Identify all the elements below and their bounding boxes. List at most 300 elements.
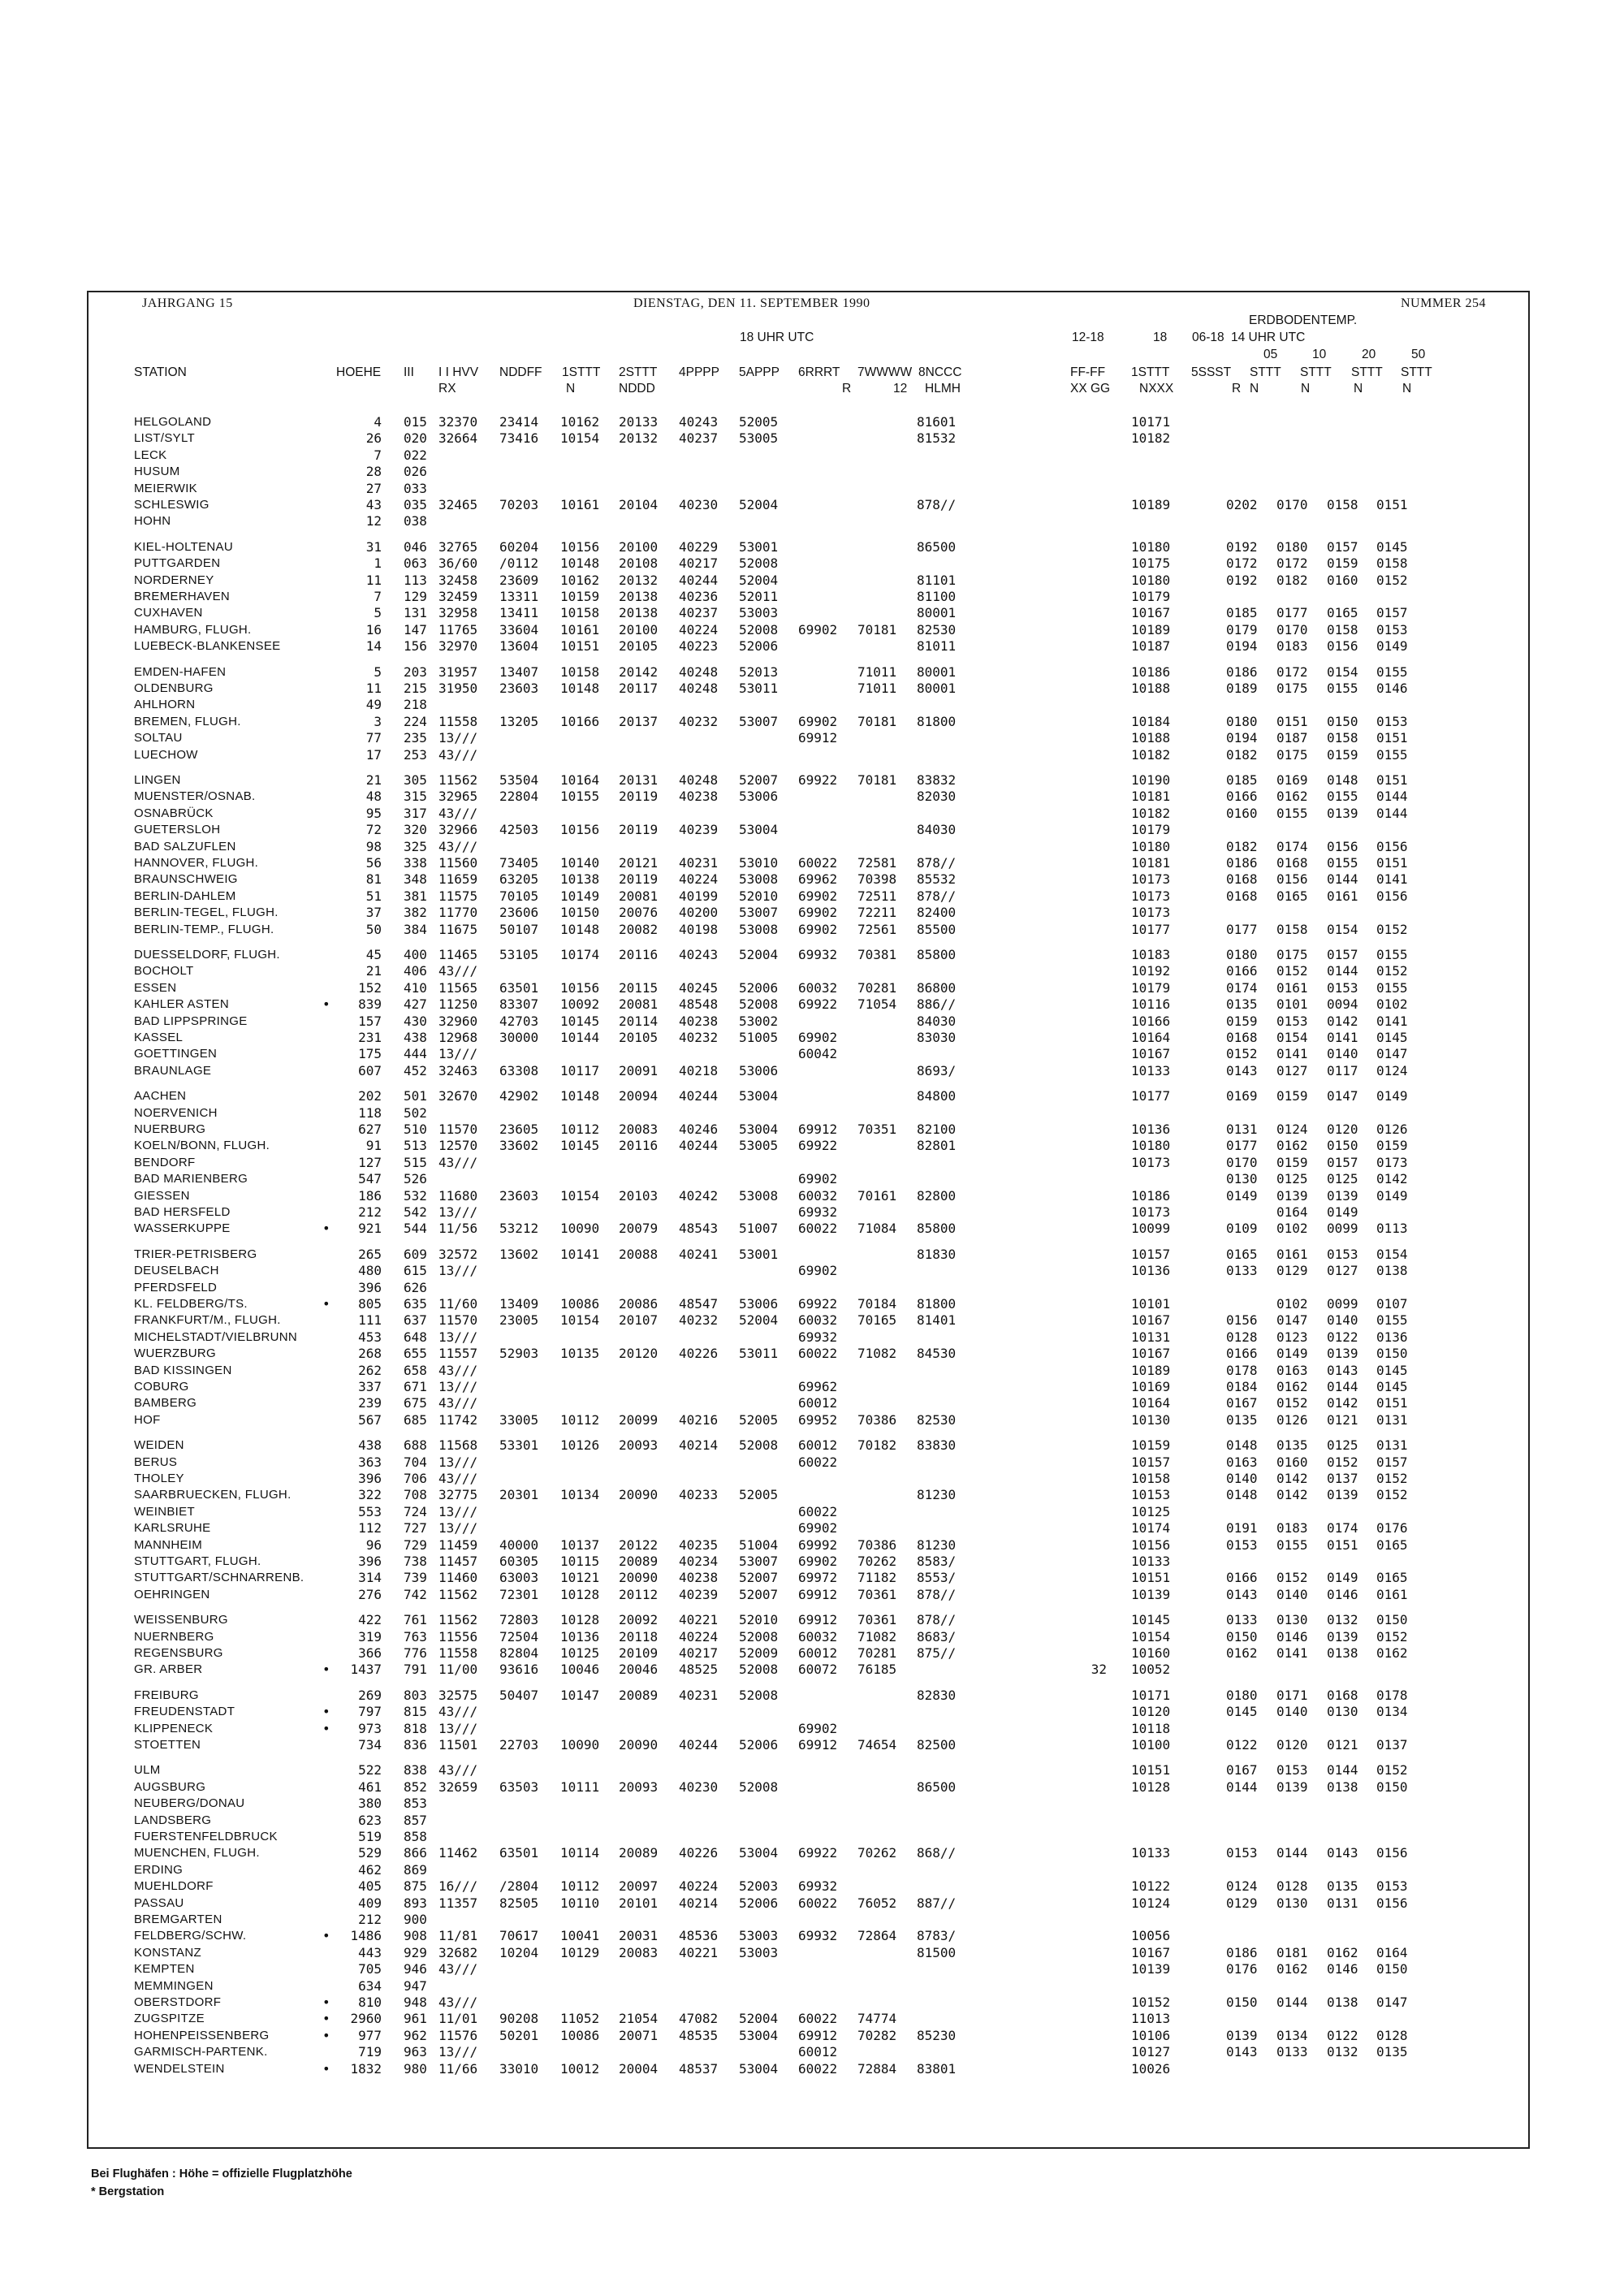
soil-temp-value: 0152 — [1276, 1395, 1308, 1411]
synop-group: 40230 — [679, 1779, 719, 1795]
synop-group: 52011 — [739, 589, 779, 604]
soil-temp-value: 0138 — [1376, 1263, 1408, 1279]
synop-group: 878// — [917, 497, 957, 512]
station-height: 11 — [365, 572, 382, 588]
synop-group: 30000 — [499, 1030, 539, 1045]
synop-group: 43/// — [438, 1762, 478, 1779]
station-id: 671 — [404, 1379, 427, 1394]
soil-temp-value: 0164 — [1276, 1204, 1308, 1220]
synop-group: 20100 — [619, 538, 659, 555]
group-5ssst-r: R — [1232, 382, 1242, 395]
station-id: 688 — [404, 1437, 427, 1454]
synop-group: 69932 — [798, 1928, 838, 1944]
synop-group: 43/// — [438, 1961, 478, 1977]
issue-number: NUMMER 254 — [1401, 296, 1487, 310]
station-name: MEIERWIK — [134, 481, 197, 495]
depth-20: 20 — [1362, 348, 1376, 361]
soil-temp-value: 0152 — [1376, 921, 1408, 937]
synop-group: 11742 — [438, 1411, 478, 1428]
synop-group: 40244 — [679, 1138, 719, 1154]
station-height: 2960 — [350, 2011, 382, 2027]
table-row — [0, 1796, 1624, 1812]
synop-group: 70398 — [857, 871, 897, 888]
synop-group: 20142 — [619, 663, 659, 680]
station-name: BREMEN, FLUGH. — [134, 714, 241, 728]
synop-group: 20071 — [619, 2027, 659, 2043]
footnote-mountain-station: * Bergstation — [91, 2185, 165, 2198]
max-temp-group: 10128 — [1131, 1779, 1171, 1795]
soil-temp-value: 0191 — [1226, 1520, 1258, 1536]
station-id: 838 — [404, 1762, 427, 1779]
synop-group: 70351 — [857, 1122, 897, 1137]
synop-group: 20089 — [619, 1554, 659, 1569]
synop-group: 40221 — [679, 1944, 719, 1960]
table-row — [0, 1487, 1624, 1503]
table-row — [0, 1688, 1624, 1704]
soil-temp-value: 0131 — [1376, 1411, 1408, 1428]
station-name: OSNABRÜCK — [134, 806, 214, 820]
soil-temp-value: 0151 — [1376, 497, 1408, 512]
soil-temp-value: 0142 — [1327, 1395, 1358, 1411]
soil-temp-value: 0169 — [1276, 772, 1308, 788]
synop-group: 20079 — [619, 1221, 659, 1237]
soil-temp-value: 0162 — [1276, 789, 1308, 805]
soil-temp-value: 0122 — [1327, 1329, 1358, 1345]
station-name: FREIBURG — [134, 1688, 199, 1702]
synop-group: 52010 — [739, 888, 779, 904]
synop-group: 80001 — [917, 605, 957, 621]
station-name: DEUSELBACH — [134, 1264, 219, 1278]
synop-group: 22804 — [499, 789, 539, 805]
synop-group: 53301 — [499, 1437, 539, 1454]
soil-temp-value: 0155 — [1376, 947, 1408, 962]
table-row — [0, 1878, 1624, 1895]
station-id: 727 — [404, 1520, 427, 1536]
synop-group: 52006 — [739, 1895, 779, 1911]
soil-temp-value: 0152 — [1376, 1628, 1408, 1645]
station-id: 542 — [404, 1204, 427, 1220]
synop-group: 20086 — [619, 1296, 659, 1312]
table-row — [0, 1088, 1624, 1104]
soil-temp-value: 0145 — [1376, 1379, 1408, 1394]
synop-group: 10134 — [560, 1487, 600, 1503]
synop-group: 32670 — [438, 1088, 478, 1104]
soil-temp-value: 0139 — [1276, 1779, 1308, 1795]
soil-temp-value: 0156 — [1376, 888, 1408, 904]
soil-temp-value: 0155 — [1327, 789, 1358, 805]
table-row — [0, 664, 1624, 681]
soil-temp-value: 0129 — [1226, 1895, 1258, 1911]
synop-group: 85532 — [917, 871, 957, 888]
synop-group: 43/// — [438, 1395, 478, 1411]
soil-temp-value: 0163 — [1226, 1454, 1258, 1470]
synop-group: 53006 — [739, 1296, 779, 1312]
soil-temp-value: 0176 — [1376, 1520, 1408, 1536]
synop-group: 10092 — [560, 996, 600, 1013]
soil-temp-value: 0185 — [1226, 605, 1258, 621]
station-name: FUERSTENFELDBRUCK — [134, 1830, 278, 1843]
synop-group: 10125 — [560, 1645, 600, 1661]
soil-temp-value: 0180 — [1276, 538, 1308, 555]
synop-group: 40239 — [679, 822, 719, 838]
synop-group: 70161 — [857, 1187, 897, 1204]
station-id: 427 — [404, 996, 427, 1013]
synop-group: 20105 — [619, 1030, 659, 1045]
synop-group: 23005 — [499, 1312, 539, 1329]
synop-group: 43/// — [438, 1704, 478, 1720]
soil-temp-value: 0139 — [1226, 2027, 1258, 2043]
max-temp-group: 10187 — [1131, 638, 1171, 655]
station-name: WEISSENBURG — [134, 1613, 228, 1627]
synop-group: 20301 — [499, 1487, 539, 1503]
station-height: 96 — [365, 1536, 382, 1553]
table-row — [0, 905, 1624, 921]
max-temp-group: 10173 — [1131, 905, 1171, 921]
soil-temp-value: 0150 — [1226, 1995, 1258, 2010]
station-id: 502 — [404, 1104, 427, 1121]
synop-group: 51007 — [739, 1221, 779, 1237]
table-row — [0, 1030, 1624, 1046]
synop-group: 10148 — [560, 921, 600, 937]
table-row — [0, 1645, 1624, 1662]
synop-group: 70386 — [857, 1411, 897, 1428]
soil-temp-value: 0146 — [1327, 1586, 1358, 1602]
station-id: 430 — [404, 1013, 427, 1029]
station-height: 51 — [365, 888, 382, 904]
gust-value: 32 — [1091, 1662, 1107, 1678]
max-temp-group: 10151 — [1131, 1762, 1171, 1779]
synop-group: 53004 — [739, 1088, 779, 1104]
station-name: GIESSEN — [134, 1188, 190, 1203]
synop-group: 69912 — [798, 1612, 838, 1628]
station-id: 853 — [404, 1796, 427, 1812]
station-id: 875 — [404, 1878, 427, 1895]
soil-temp-value: 0151 — [1376, 1395, 1408, 1411]
station-name: KL. FELDBERG/TS. — [134, 1297, 248, 1311]
synop-group: 40218 — [679, 1062, 719, 1078]
synop-group: 40241 — [679, 1246, 719, 1262]
synop-group: 53007 — [739, 713, 779, 729]
synop-group: 70203 — [499, 497, 539, 512]
synop-group: 11/00 — [438, 1662, 478, 1678]
synop-group: 23605 — [499, 1122, 539, 1137]
table-row — [0, 888, 1624, 905]
synop-group: 11565 — [438, 979, 478, 996]
synop-group: 69912 — [798, 2027, 838, 2043]
station-height: 98 — [365, 838, 382, 854]
soil-temp-value: 0153 — [1376, 1878, 1408, 1895]
station-name: BERLIN-TEMP., FLUGH. — [134, 922, 274, 936]
synop-group: 40239 — [679, 1586, 719, 1602]
soil-temp-value: 0144 — [1376, 805, 1408, 821]
table-row — [0, 1046, 1624, 1062]
station-id: 963 — [404, 2044, 427, 2060]
station-height: 81 — [365, 871, 382, 888]
soil-temp-value: 0173 — [1376, 1154, 1408, 1170]
station-height: 118 — [358, 1104, 382, 1121]
max-temp-group: 10174 — [1131, 1520, 1171, 1536]
synop-group: 10138 — [560, 871, 600, 888]
soil-temp-value: 0186 — [1226, 855, 1258, 871]
synop-group: 76185 — [857, 1662, 897, 1678]
soil-temp-value: 0170 — [1276, 497, 1308, 512]
station-name: BAD HERSFELD — [134, 1205, 231, 1219]
max-temp-group: 10192 — [1131, 963, 1171, 979]
soil-temp-value: 0158 — [1327, 730, 1358, 746]
soil-temp-value: 0192 — [1226, 572, 1258, 588]
synop-group: 82530 — [917, 1411, 957, 1428]
station-name: ZUGSPITZE — [134, 2012, 205, 2026]
station-height: 31 — [365, 538, 382, 555]
synop-group: 63205 — [499, 871, 539, 888]
synop-group: 32458 — [438, 572, 478, 588]
group-s1sttt-nxxx: NXXX — [1139, 382, 1174, 395]
max-temp-group: 10145 — [1131, 1612, 1171, 1628]
soil-temp-value: 0172 — [1226, 555, 1258, 572]
synop-group: 70617 — [499, 1928, 539, 1944]
synop-group: 36/60 — [438, 555, 478, 572]
synop-group: 40229 — [679, 538, 719, 555]
station-id: 444 — [404, 1046, 427, 1062]
synop-group: 10156 — [560, 979, 600, 996]
synop-group: 40231 — [679, 855, 719, 871]
max-temp-group: 10179 — [1131, 589, 1171, 604]
height-header: HOEHE — [336, 365, 382, 379]
soil-temp-value: 0151 — [1376, 730, 1408, 746]
station-id: 893 — [404, 1895, 427, 1911]
synop-group: 10090 — [560, 1221, 600, 1237]
soil-temp-value: 0159 — [1276, 1154, 1308, 1170]
synop-group: 40231 — [679, 1687, 719, 1703]
synop-group: 11765 — [438, 621, 478, 638]
station-height: 95 — [365, 805, 382, 821]
station-id: 015 — [404, 414, 427, 430]
synop-group: 23414 — [499, 414, 539, 430]
soil-temp-value: 0174 — [1276, 838, 1308, 854]
mountain-station-marker: • — [322, 1995, 330, 2010]
utc18-heading: 18 UHR UTC — [740, 331, 814, 344]
synop-group: 10112 — [560, 1878, 600, 1895]
station-height: 3 — [374, 713, 382, 729]
max-temp-group: 10181 — [1131, 789, 1171, 805]
table-row — [0, 1296, 1624, 1312]
synop-group: 69902 — [798, 1030, 838, 1045]
station-height: 453 — [358, 1329, 382, 1345]
synop-group: 40226 — [679, 1346, 719, 1362]
soil-temp-value: 0127 — [1276, 1062, 1308, 1078]
station-name: FREUDENSTADT — [134, 1705, 235, 1719]
station-height: 127 — [358, 1154, 382, 1170]
station-name: MUENCHEN, FLUGH. — [134, 1846, 260, 1861]
station-name: LUEBECK-BLANKENSEE — [134, 639, 281, 654]
synop-group: 47082 — [679, 2011, 719, 2027]
table-row — [0, 1379, 1624, 1395]
soil-temp-value: 0128 — [1226, 1329, 1258, 1345]
max-temp-group: 10190 — [1131, 772, 1171, 788]
soil-temp-value: 0144 — [1327, 963, 1358, 979]
max-temp-group: 10169 — [1131, 1379, 1171, 1394]
synop-group: 69962 — [798, 871, 838, 888]
soil-temp-value: 0159 — [1327, 555, 1358, 572]
synop-group: 60022 — [798, 1895, 838, 1911]
group-5appp: 5APPP — [739, 365, 780, 379]
soil-temp-value: 0107 — [1376, 1296, 1408, 1312]
soil-temp-value: 0140 — [1226, 1471, 1258, 1486]
station-height: 262 — [358, 1362, 382, 1378]
mountain-station-marker: • — [322, 2011, 330, 2027]
synop-group: 82804 — [499, 1645, 539, 1661]
synop-group: 10204 — [499, 1944, 539, 1960]
synop-group: 76052 — [857, 1895, 897, 1911]
soil-temp-value: 0135 — [1226, 996, 1258, 1013]
station-name: STUTTGART/SCHNARRENB. — [134, 1571, 304, 1585]
station-id: 317 — [404, 805, 427, 821]
table-row — [0, 747, 1624, 763]
max-temp-group: 10133 — [1131, 1554, 1171, 1569]
station-id: 203 — [404, 663, 427, 680]
table-row — [0, 1471, 1624, 1487]
station-name: MICHELSTADT/VIELBRUNN — [134, 1329, 298, 1344]
station-name: KOELN/BONN, FLUGH. — [134, 1139, 270, 1153]
max-temp-group: 10179 — [1131, 979, 1171, 996]
station-id: 113 — [404, 572, 427, 588]
station-id: 544 — [404, 1221, 427, 1237]
synop-group: 70381 — [857, 947, 897, 962]
synop-group: 69912 — [798, 1737, 838, 1753]
group-s1sttt: 1STTT — [1131, 365, 1170, 379]
soil-temp-value: 0147 — [1376, 1046, 1408, 1062]
synop-group: 73416 — [499, 430, 539, 447]
soil-temp-value: 0149 — [1327, 1570, 1358, 1586]
synop-group: 13/// — [438, 1520, 478, 1536]
table-row — [0, 1221, 1624, 1237]
table-row — [0, 464, 1624, 480]
station-height: 319 — [358, 1628, 382, 1645]
max-temp-group: 10153 — [1131, 1487, 1171, 1503]
soil-temp-value: 0129 — [1276, 1263, 1308, 1279]
soil-temp-value: 0186 — [1226, 1944, 1258, 1960]
utc14-heading: 14 UHR UTC — [1231, 331, 1306, 344]
synop-group: 53006 — [739, 789, 779, 805]
soil-temp-value: 0153 — [1226, 1536, 1258, 1553]
soil-temp-value: 0153 — [1327, 1246, 1358, 1262]
soil-temp-value: 0138 — [1327, 1779, 1358, 1795]
synop-group: 32765 — [438, 538, 478, 555]
station-id: 046 — [404, 538, 427, 555]
soil-temp-value: 0140 — [1276, 1586, 1308, 1602]
soil-50-n: N — [1402, 382, 1412, 395]
max-temp-group: 10186 — [1131, 1187, 1171, 1204]
synop-group: 20137 — [619, 713, 659, 729]
synop-group: 48525 — [679, 1662, 719, 1678]
station-id: 510 — [404, 1122, 427, 1137]
soil-temp-value: 0122 — [1327, 2027, 1358, 2043]
synop-group: 69902 — [798, 1263, 838, 1279]
station-id: 215 — [404, 681, 427, 696]
table-row — [0, 1862, 1624, 1878]
station-id: 129 — [404, 589, 427, 604]
station-height: 43 — [365, 497, 382, 512]
max-temp-group: 10188 — [1131, 730, 1171, 746]
mountain-station-marker: • — [322, 996, 330, 1013]
station-id: 526 — [404, 1171, 427, 1187]
mountain-station-marker: • — [322, 1720, 330, 1736]
station-name: BAD KISSINGEN — [134, 1363, 232, 1377]
soil-temp-value: 0153 — [1327, 979, 1358, 996]
max-temp-group: 10157 — [1131, 1246, 1171, 1262]
synop-group: 48543 — [679, 1221, 719, 1237]
max-temp-group: 10136 — [1131, 1122, 1171, 1137]
soil-temp-value: 0120 — [1276, 1737, 1308, 1753]
soil-temp-value: 0121 — [1327, 1737, 1358, 1753]
synop-group: 40224 — [679, 871, 719, 888]
synop-group: 11459 — [438, 1536, 478, 1553]
station-name: MUENSTER/OSNAB. — [134, 789, 256, 804]
synop-group: 82505 — [499, 1895, 539, 1911]
max-temp-group: 10189 — [1131, 621, 1171, 638]
station-name: NUERNBERG — [134, 1629, 214, 1644]
max-temp-group: 10189 — [1131, 497, 1171, 512]
station-height: 396 — [358, 1471, 382, 1486]
station-id: 235 — [404, 730, 427, 746]
soil-temp-value: 0168 — [1226, 1030, 1258, 1045]
synop-group: 84030 — [917, 1013, 957, 1029]
soil-temp-value: 0130 — [1276, 1895, 1308, 1911]
station-id: 776 — [404, 1645, 427, 1661]
synop-group: 33604 — [499, 621, 539, 638]
soil-temp-value: 0160 — [1276, 1454, 1308, 1470]
station-height: 239 — [358, 1395, 382, 1411]
group-2sttt: 2STTT — [619, 365, 658, 379]
synop-group: 8553/ — [917, 1570, 957, 1586]
synop-group: 81601 — [917, 414, 957, 430]
synop-group: 69932 — [798, 1878, 838, 1895]
station-height: 56 — [365, 855, 382, 871]
station-id: 305 — [404, 772, 427, 788]
synop-group: 82530 — [917, 621, 957, 638]
soil-temp-value: 0150 — [1226, 1628, 1258, 1645]
soil-temp-value: 0157 — [1327, 1154, 1358, 1170]
synop-group: 10145 — [560, 1138, 600, 1154]
station-id: 791 — [404, 1662, 427, 1678]
station-height: 839 — [358, 996, 382, 1013]
soil-temp-value: 0099 — [1327, 1296, 1358, 1312]
synop-group: 8693/ — [917, 1062, 957, 1078]
soil-temp-value: 0141 — [1327, 1030, 1358, 1045]
station-id: 961 — [404, 2011, 427, 2027]
table-row — [0, 1570, 1624, 1586]
station-height: 363 — [358, 1454, 382, 1470]
synop-group: 70281 — [857, 1645, 897, 1661]
soil-temp-value: 0163 — [1276, 1362, 1308, 1378]
table-row — [0, 822, 1624, 838]
station-id: 708 — [404, 1487, 427, 1503]
max-temp-group: 10158 — [1131, 1471, 1171, 1486]
max-temp-group: 10026 — [1131, 2060, 1171, 2077]
station-height: 21 — [365, 963, 382, 979]
synop-group: 72211 — [857, 905, 897, 921]
synop-group: 42503 — [499, 822, 539, 838]
synop-group: 10135 — [560, 1346, 600, 1362]
station-id: 532 — [404, 1187, 427, 1204]
depth-10: 10 — [1312, 348, 1327, 361]
soil-05-sttt: STTT — [1250, 365, 1281, 379]
max-temp-group: 10180 — [1131, 1138, 1171, 1154]
soil-temp-value: 0133 — [1226, 1263, 1258, 1279]
max-temp-group: 10160 — [1131, 1645, 1171, 1661]
synop-group: 32659 — [438, 1779, 478, 1795]
station-name: NOERVENICH — [134, 1105, 218, 1120]
